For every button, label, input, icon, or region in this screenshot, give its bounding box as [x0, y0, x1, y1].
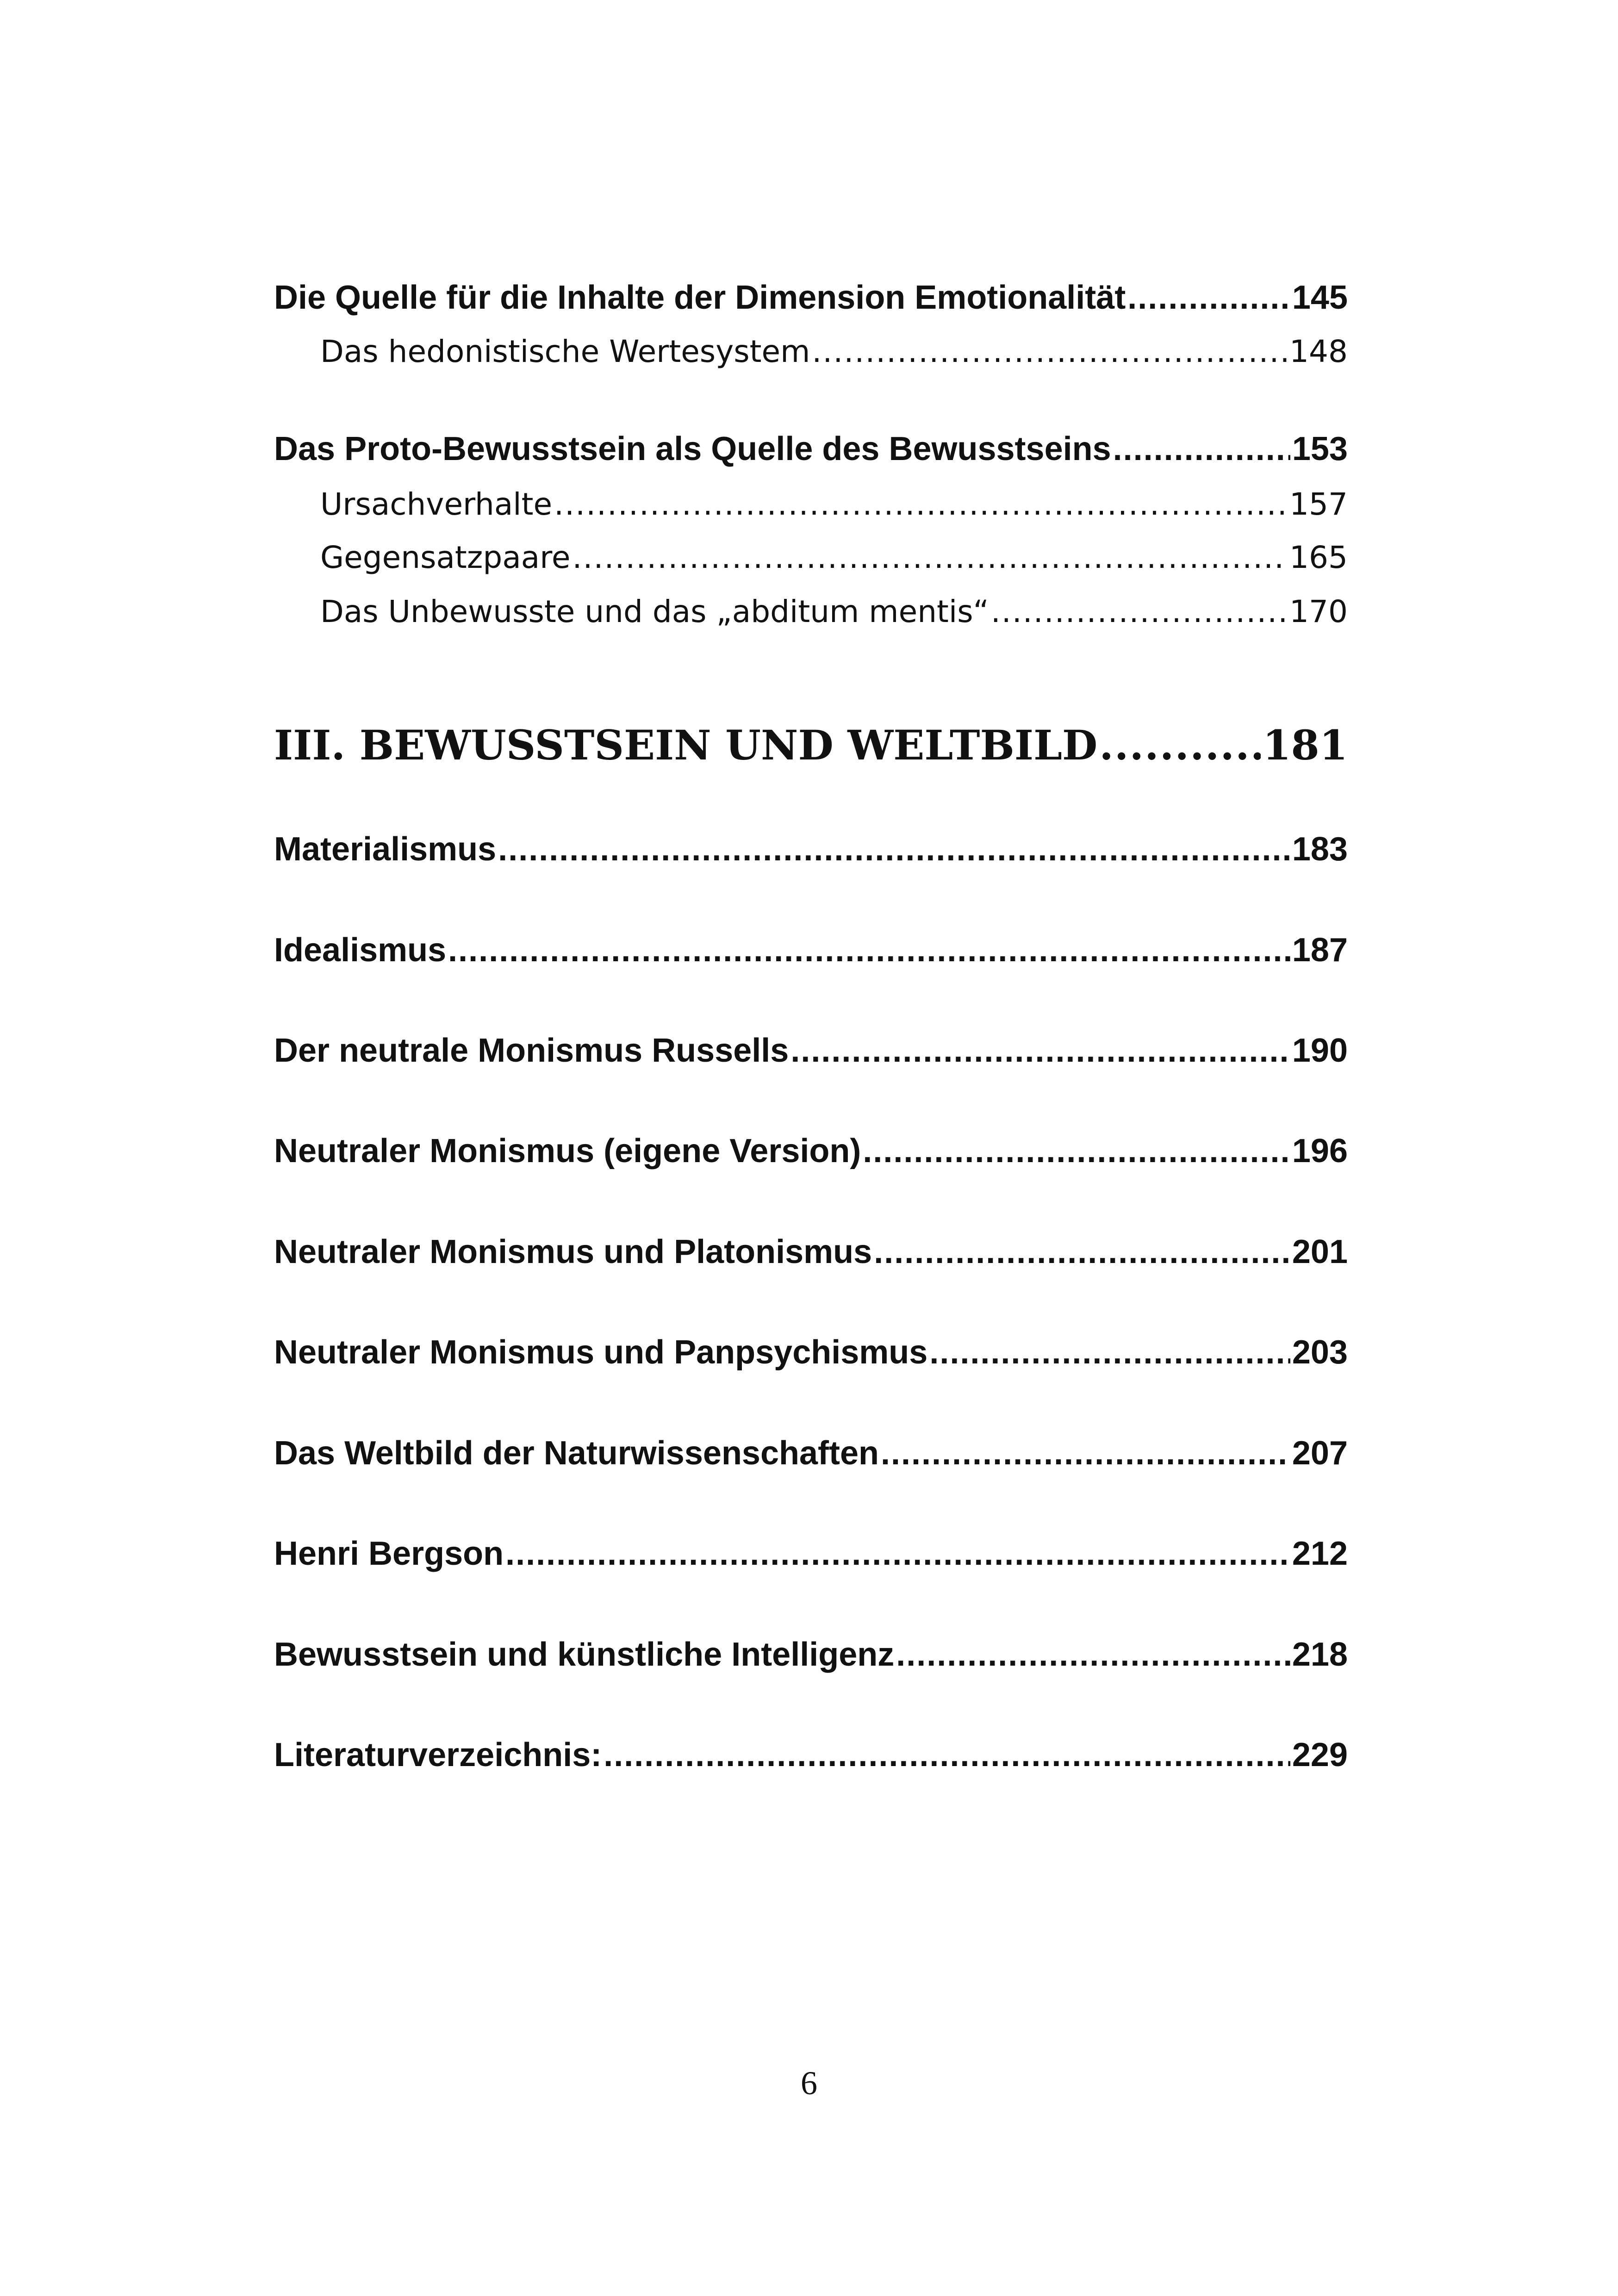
dot-leader: [863, 1128, 1290, 1174]
toc-entry: [274, 1732, 1348, 1778]
toc-entry: [274, 1128, 1348, 1174]
toc-entry-page: 207: [1292, 1435, 1348, 1472]
dot-leader: [1113, 426, 1290, 472]
toc-subentry: [320, 329, 1348, 375]
dot-leader: [1099, 715, 1261, 775]
toc-entry: [274, 1329, 1348, 1375]
toc-part-heading: [274, 715, 1348, 775]
toc-subentry: [320, 481, 1348, 528]
dot-leader: [573, 535, 1288, 581]
dot-leader: [1127, 274, 1290, 321]
page-number: 6: [801, 2065, 817, 2102]
toc-entry-title: Das Proto-Bewusstsein als Quelle des Bewusstseins: [274, 430, 1111, 467]
toc-entry-title: Materialismus: [274, 831, 497, 868]
dot-leader: [604, 1732, 1290, 1778]
table-of-contents: [274, 0, 1348, 2296]
toc-entry-page: 229: [1292, 1736, 1348, 1773]
toc-subentry-page: 148: [1289, 334, 1348, 369]
dot-leader: [881, 1430, 1290, 1476]
toc-part-title: III. BEWUSSTSEIN UND WELTBILD: [274, 721, 1098, 769]
dot-leader: [812, 329, 1288, 375]
toc-entry-page: 190: [1292, 1032, 1348, 1069]
toc-entry-title: Neutraler Monismus und Panpsychismus: [274, 1334, 928, 1371]
toc-entry: [274, 274, 1348, 321]
dot-leader: [554, 481, 1288, 528]
toc-entry: [274, 927, 1348, 973]
toc-subentry: [320, 589, 1348, 635]
toc-entry-page: 201: [1292, 1233, 1348, 1270]
toc-entry: [274, 1229, 1348, 1275]
dot-leader: [896, 1631, 1290, 1678]
toc-entry-title: Neutraler Monismus und Platonismus: [274, 1233, 872, 1270]
dot-leader: [991, 589, 1288, 635]
toc-subentry-page: 157: [1289, 486, 1348, 522]
toc-subentry-title: Das hedonistische Wertesystem: [320, 334, 810, 369]
toc-subentry-title: Gegensatzpaare: [320, 540, 571, 575]
dot-leader: [505, 1531, 1290, 1577]
dot-leader: [498, 826, 1290, 872]
toc-part-page: 181: [1263, 721, 1348, 769]
toc-subentry-page: 165: [1289, 540, 1348, 575]
dot-leader: [448, 927, 1290, 973]
toc-entry-page: 218: [1292, 1636, 1348, 1673]
toc-entry-page: 196: [1292, 1132, 1348, 1170]
toc-entry: [274, 426, 1348, 472]
toc-subentry: [320, 535, 1348, 581]
toc-entry: [274, 1027, 1348, 1074]
toc-entry-title: Bewusstsein und künstliche Intelligenz: [274, 1636, 895, 1673]
toc-entry-page: 183: [1292, 831, 1348, 868]
toc-entry-title: Das Weltbild der Naturwissenschaften: [274, 1435, 879, 1472]
toc-entry-page: 203: [1292, 1334, 1348, 1371]
toc-entry-title: Neutraler Monismus (eigene Version): [274, 1132, 861, 1170]
toc-entry-title: Henri Bergson: [274, 1535, 504, 1572]
toc-entry-page: 212: [1292, 1535, 1348, 1572]
toc-entry-page: 153: [1292, 430, 1348, 467]
toc-entry-page: 187: [1292, 932, 1348, 969]
toc-entry-title: Idealismus: [274, 932, 447, 969]
toc-entry-title: Literaturverzeichnis:: [274, 1736, 602, 1773]
toc-entry-page: 145: [1292, 279, 1348, 316]
toc-entry: [274, 826, 1348, 872]
toc-subentry-page: 170: [1289, 594, 1348, 629]
toc-subentry-title: Das Unbewusste und das „abditum mentis“: [320, 594, 989, 629]
toc-entry-title: Die Quelle für die Inhalte der Dimension Emotionalität: [274, 279, 1126, 316]
toc-entry: [274, 1631, 1348, 1678]
dot-leader: [874, 1229, 1290, 1275]
dot-leader: [929, 1329, 1290, 1375]
dot-leader: [790, 1027, 1290, 1074]
toc-entry-title: Der neutrale Monismus Russells: [274, 1032, 789, 1069]
toc-entry: [274, 1430, 1348, 1476]
toc-subentry-title: Ursachverhalte: [320, 486, 553, 522]
toc-entry: [274, 1531, 1348, 1577]
